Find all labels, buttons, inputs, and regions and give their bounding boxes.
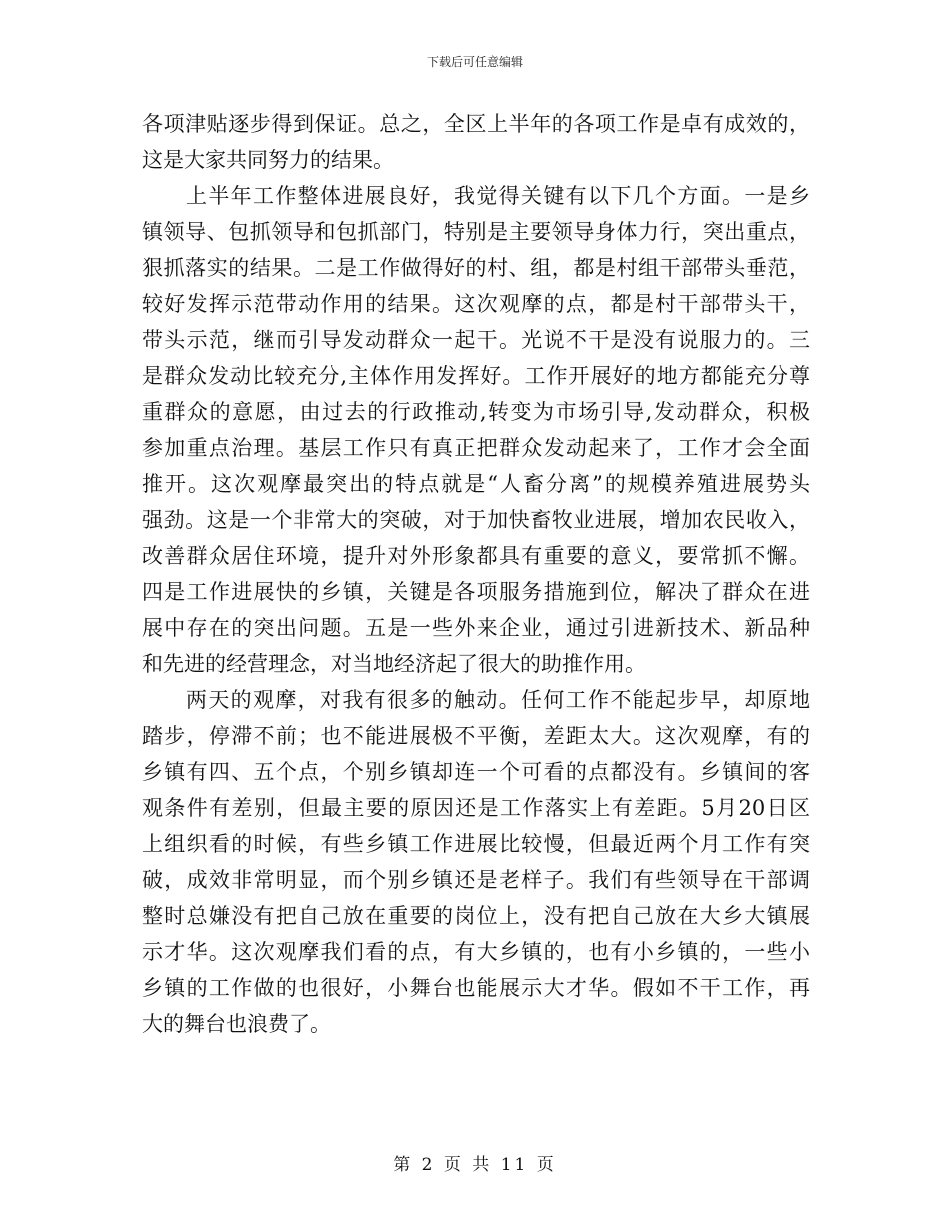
text-line: 强劲。这是一个非常大的突破，对于加快畜牧业进展，增加农民收入， xyxy=(142,508,810,532)
page-number-footer: 第 2 页 共 11 页 xyxy=(393,1155,557,1175)
text-line: 大的舞台也浪费了。 xyxy=(142,1012,331,1036)
text-line: 和先进的经营理念，对当地经济起了很大的助推作用。 xyxy=(142,652,646,676)
text-line: 整时总嫌没有把自己放在重要的岗位上，没有把自己放在大乡大镇展 xyxy=(142,904,810,928)
text-line: 乡镇有四、五个点，个别乡镇却连一个可看的点都没有。乡镇间的客 xyxy=(142,760,810,784)
text-line: 踏步，停滞不前；也不能进展极不平衡，差距太大。这次观摩，有的 xyxy=(142,724,810,748)
text-line: 是群众发动比较充分,主体作用发挥好。工作开展好的地方都能充分尊 xyxy=(142,364,810,388)
text-line: 上半年工作整体进展良好，我觉得关键有以下几个方面。一是乡 xyxy=(186,184,810,208)
text-line: 重群众的意愿，由过去的行政推动,转变为市场引导,发动群众，积极 xyxy=(142,400,810,424)
paragraph xyxy=(142,106,810,178)
text-line: 带头示范，继而引导发动群众一起干。光说不干是没有说服力的。三 xyxy=(142,328,810,352)
text-line: 示才华。这次观摩我们看的点，有大乡镇的，也有小乡镇的，一些小 xyxy=(142,940,810,964)
text-line: 破，成效非常明显，而个别乡镇还是老样子。我们有些领导在干部调 xyxy=(142,868,810,892)
text-line: 各项津贴逐步得到保证。总之，全区上半年的各项工作是卓有成效的， xyxy=(142,112,810,136)
document-body xyxy=(142,106,810,1042)
text-line: 较好发挥示范带动作用的结果。这次观摩的点，都是村干部带头干， xyxy=(142,292,810,316)
text-line: 参加重点治理。基层工作只有真正把群众发动起来了，工作才会全面 xyxy=(142,436,810,460)
text-line: 推开。这次观摩最突出的特点就是“人畜分离”的规模养殖进展势头 xyxy=(142,472,810,496)
text-line: 狠抓落实的结果。二是工作做得好的村、组，都是村组干部带头垂范， xyxy=(142,256,810,280)
page-header: 下载后可任意编辑 xyxy=(426,55,523,69)
text-line: 上组织看的时候，有些乡镇工作进展比较慢，但最近两个月工作有突 xyxy=(142,832,810,856)
paragraph xyxy=(142,682,810,1042)
text-line: 四是工作进展快的乡镇，关键是各项服务措施到位，解决了群众在进 xyxy=(142,580,810,604)
text-line: 这是大家共同努力的结果。 xyxy=(142,148,394,172)
text-line: 乡镇的工作做的也很好，小舞台也能展示大才华。假如不干工作，再 xyxy=(142,976,810,1000)
text-line: 观条件有差别，但最主要的原因还是工作落实上有差距。5月20日区 xyxy=(142,796,810,820)
text-line: 展中存在的突出问题。五是一些外来企业，通过引进新技术、新品种 xyxy=(142,616,810,640)
text-line: 两天的观摩，对我有很多的触动。任何工作不能起步早，却原地 xyxy=(186,688,810,712)
paragraph xyxy=(142,178,810,682)
text-line: 改善群众居住环境，提升对外形象都具有重要的意义，要常抓不懈。 xyxy=(142,544,810,568)
text-line: 镇领导、包抓领导和包抓部门，特别是主要领导身体力行，突出重点， xyxy=(142,220,810,244)
